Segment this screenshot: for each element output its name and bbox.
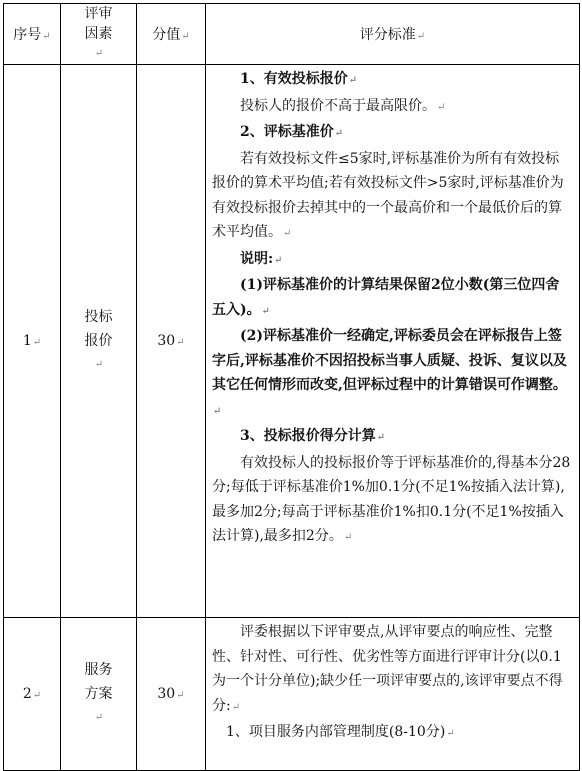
criteria-note-item: (1)评标基准价的计算结果保留2位小数(第三位四舍五入)。↵ xyxy=(212,277,560,318)
criteria-heading: 1、项目服务内部管理制度(8-10分)↵ xyxy=(226,724,455,740)
row-scoring-criteria xyxy=(206,618,580,771)
criteria-paragraph: 投标人的报价不高于最高限价。↵ xyxy=(240,97,446,114)
criteria-paragraph: 评委根据以下评审要点,从评审要点的响应性、完整性、针对性、可行性、优劣性等方面进行评审计分(以0.1为一个计分单位);缺少任一项评审要点的,该评审要点不得分:↵ xyxy=(212,624,563,714)
row-serial-number: 1↵ xyxy=(4,65,61,618)
criteria-note-label: 说明:↵ xyxy=(240,250,283,267)
row-score-value: 30↵ xyxy=(137,65,206,618)
row-score-value: 30↵ xyxy=(137,618,206,771)
row-review-factor: 服务 方案 ↵ xyxy=(61,618,137,771)
row-review-factor: 投标 报价 ↵ xyxy=(61,65,137,618)
row-serial-number: 2↵ xyxy=(4,618,61,771)
criteria-heading: 1、有效投标报价↵ xyxy=(240,71,358,87)
header-serial-number: 序号↵ xyxy=(4,4,61,65)
header-row xyxy=(4,4,580,65)
criteria-paragraph: 若有效投标文件≤5家时,评标基准价为所有有效投标报价的算术平均值;若有效投标文件>5家时,评标基准价为有效投标报价去掉其中的一个最高价和一个最低价后的算术平均值。↵ xyxy=(212,150,564,240)
table-row xyxy=(4,618,580,771)
criteria-heading: 3、投标报价得分计算↵ xyxy=(240,428,386,444)
criteria-paragraph: 有效投标人的投标报价等于评标基准价的,得基本分28分;每低于评标基准价1%加0.1分(不足1%按插入法计算),最多加2分;每高于评标基准价1%扣0.1分(不足1%按插入法计算),最多扣2分。↵ xyxy=(212,454,571,544)
criteria-heading: 2、评标基准价↵ xyxy=(240,124,344,140)
header-scoring-criteria: 评分标准↵ xyxy=(206,4,580,65)
header-review-factor: 评审 因素 ↵ xyxy=(61,4,137,65)
table-row xyxy=(4,65,580,618)
scoring-table xyxy=(3,3,580,771)
criteria-note-item: (2)评标基准价一经确定,评标委员会在评标报告上签字后,评标基准价不因招投标当事人质疑、投诉、复议以及其它任何情形而改变,但评标过程中的计算错误可作调整。↵ xyxy=(212,328,567,417)
row-scoring-criteria xyxy=(206,65,580,618)
header-score-value: 分值↵ xyxy=(137,4,206,65)
